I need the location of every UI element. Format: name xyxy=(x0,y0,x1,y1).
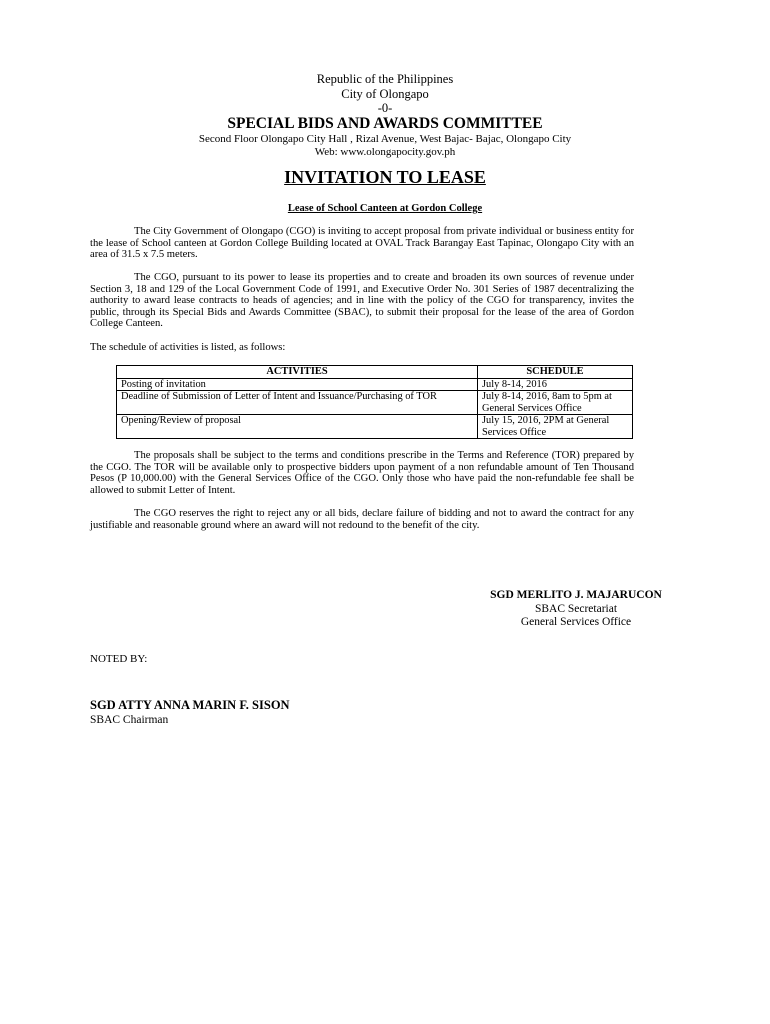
schedule-cell: July 15, 2016, 2PM at General Services Office xyxy=(478,415,633,439)
paragraph-terms: The proposals shall be subject to the terms and conditions prescribe in the Terms and Reference (TOR) prepared by the CGO. The TOR will be available only to prospective bidders upon payment of a non refundable amount of Ten Thousand Pesos (P 10,000.00) with the General Services Office of the CGO. Only those who have paid the non-refundable fee shall be allowed to submit Letter of Intent. xyxy=(90,450,634,496)
signatory-role: SBAC Secretariat xyxy=(534,602,618,615)
paragraph-invitation: The City Government of Olongapo (CGO) is inviting to accept proposal from private individual or business entity for the lease of School canteen at Gordon College Building located at OVAL Track Barangay East Tapinac, Olongapo City with an area of 31.5 x 7.5 meters. xyxy=(90,226,634,261)
schedule-cell: July 8-14, 2016, 8am to 5pm at General Services Office xyxy=(478,391,633,415)
header-activities: ACTIVITIES xyxy=(117,366,478,379)
chairman-name: SGD ATTY ANNA MARIN F. SISON xyxy=(90,698,290,712)
schedule-cell: July 8-14, 2016 xyxy=(478,378,633,391)
committee-address: Second Floor Olongapo City Hall , Rizal Avenue, West Bajac- Bajac, Olongapo City xyxy=(198,133,572,145)
table-row xyxy=(117,378,633,391)
paragraph-authority: The CGO, pursuant to its power to lease its properties and to create and broaden its own sources of revenue under Section 3, 18 and 129 of the Local Government Code of 1991, and Executive Order No. 301 Series of 1987 decentralizing the authority to award lease contracts to heads of agencies; and in line with the policy of the CGO for transparency, invites the public, through its Special Bids and Awards Committee (SBAC), to submit their proposal for the lease of the area of Gordon College Canteen. xyxy=(90,272,634,330)
table-row xyxy=(117,391,633,415)
document-title: INVITATION TO LEASE xyxy=(284,167,486,187)
activity-cell: Posting of invitation xyxy=(117,378,478,391)
schedule-intro: The schedule of activities is listed, as follows: xyxy=(90,342,286,353)
noted-by-label: NOTED BY: xyxy=(90,653,148,665)
header-city: City of Olongapo xyxy=(341,87,429,101)
table-row xyxy=(117,415,633,439)
signatory-name: SGD MERLITO J. MAJARUCON xyxy=(490,589,662,601)
paragraph-reservation: The CGO reserves the right to reject any or all bids, declare failure of bidding and not to award the contract for any justifiable and reasonable ground where an award will not redound to the benefit of the city. xyxy=(90,508,634,531)
activity-cell: Deadline of Submission of Letter of Intent and Issuance/Purchasing of TOR xyxy=(117,391,478,415)
header-republic: Republic of the Philippines xyxy=(316,72,454,86)
header-separator: -0- xyxy=(377,101,393,115)
committee-name: SPECIAL BIDS AND AWARDS COMMITTEE xyxy=(227,115,543,132)
signatory-block xyxy=(456,589,696,630)
header-schedule: SCHEDULE xyxy=(478,366,633,379)
chairman-role: SBAC Chairman xyxy=(90,714,169,726)
document-subtitle: Lease of School Canteen at Gordon College xyxy=(287,203,483,214)
signatory-office: General Services Office xyxy=(520,616,632,628)
schedule-table xyxy=(116,365,633,439)
activity-cell: Opening/Review of proposal xyxy=(117,415,478,439)
committee-web: Web: www.olongapocity.gov.ph xyxy=(314,146,456,158)
table-header-row xyxy=(117,366,633,379)
